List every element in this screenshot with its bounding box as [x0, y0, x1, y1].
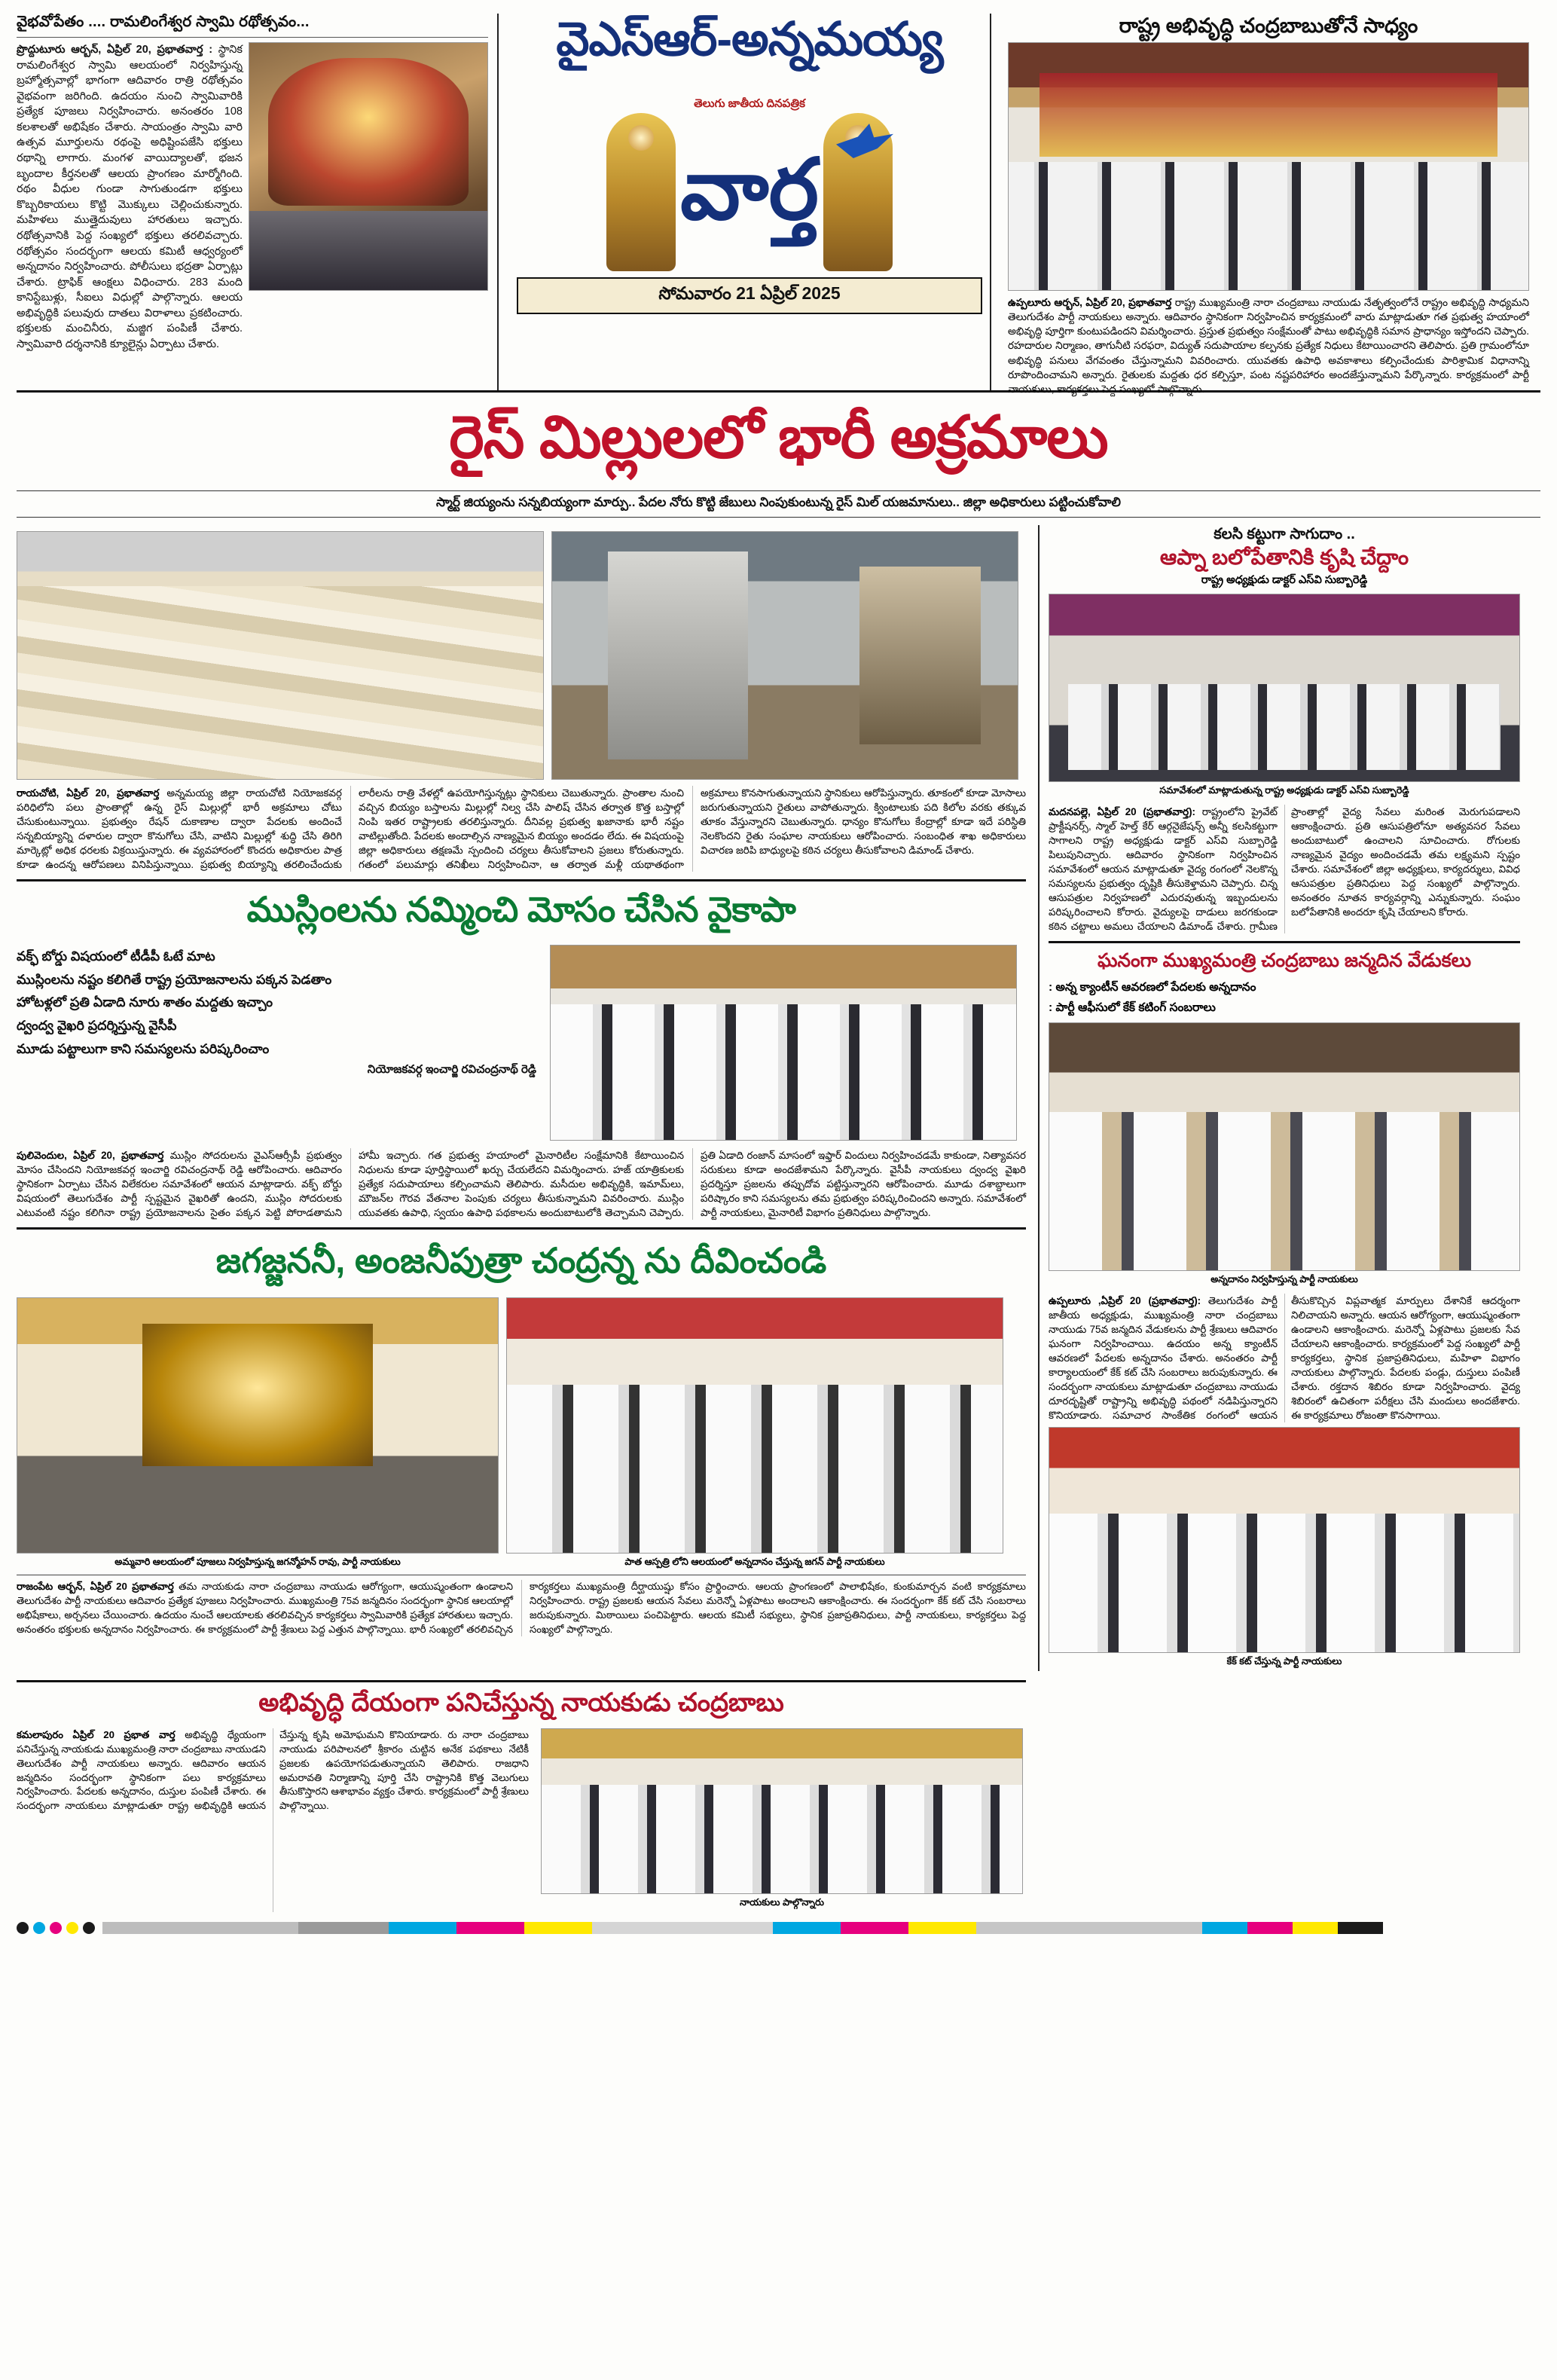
birthday-dateline: ఉప్పలూరు ,ఏప్రిల్ 20 (ప్రభాతవార్త): — [1049, 1295, 1201, 1307]
section-divider-2 — [17, 1227, 1026, 1230]
main-headline: రైస్ మిల్లులలో భారీ అక్రమాలు — [449, 404, 1108, 470]
publication-subtitle: తెలుగు జాతీయ దినపత్రిక — [694, 97, 805, 111]
krishi-body: రాష్ట్రంలోని ప్రైవేట్ ప్రాక్టీషనర్స్, స్మాల్ హెల్త్ కేర్ ఆర్గనైజేషన్స్ అన్నీ కలసికట్టుగా సాగాలని రాష్ట్ర అధ్యక్షుడు డాక్టర్ ఎస్‌వి సుబ్బారెడ్డి పిలుపునిచ్చారు. ఆదివారం స్థానికంగా నిర్వహించిన సమావేశంలో ఆయన మాట్లాడుతూ వైద్య రంగంలో నెలకొన్న సమస్యలను ప్రభుత్వం దృష్టికి తీసుకెళ్తామని చెప్పారు. చిన్న ఆసుపత్రుల నిర్వహణలో ఎదురవుతున్న ఇబ్బందులను పరిష్కరించాలని కోరారు. వైద్యులపై దాడులు జరగకుండా కఠిన చట్టాలు అమలు చేయాలని డిమాండ్ చేశారు. గ్రామీణ ప్రాంతాల్లో వైద్య సేవలు మరింత మెరుగుపడాలని ఆకాంక్షించారు. ప్రతి ఆసుపత్రిలోనూ అత్యవసర సేవలు అందుబాటులో ఉంచాలని సూచించారు. రోగులకు నాణ్యమైన వైద్యం అందించడమే తమ లక్ష్యమని స్పష్టం చేశారు. సమావేశంలో జిల్లా అధ్యక్షులు, కార్యదర్శులు, వివిధ ఆసుపత్రుల ప్రతినిధులు పెద్ద సంఖ్యలో పాల్గొన్నారు. అనంతరం నూతన కార్యవర్గాన్ని ఎన్నుకున్నారు. సంఘం బలోపేతానికి అందరూ కృషి చేయాలని కోరారు. — [1049, 805, 1520, 932]
crowd-row — [1009, 162, 1528, 291]
press-color-bar — [17, 1921, 1540, 1935]
top-left-kicker: వైభవోపేతం .... రామలింగేశ్వర స్వామి రథోత్సవం... — [17, 14, 488, 38]
birthday-bullet-1: : అన్న క్యాంటీన్ ఆవరణలో పేదలకు అన్నదానం — [1049, 981, 1256, 994]
left-main-column — [17, 525, 1026, 1671]
rice-mill-machinery-photo — [551, 531, 1018, 780]
birthday-headline: ఘనంగా ముఖ్యమంత్రి చంద్రబాబు జన్మదిన వేడుకలు — [1097, 949, 1472, 971]
edition-date: సోమవారం 21 ఏప్రిల్ 2025 — [517, 277, 982, 314]
bottom-story-body-1: అభివృద్ధి ధ్యేయంగా పనిచేస్తున్న నాయకుడు ముఖ్యమంత్రి నారా చంద్రబాబు నాయుడని తెలుగుదేశం పార్టీ నాయకులు అన్నారు. ఆదివారం ఆయన జన్మదినం సందర్భంగా స్థానికంగా పలు కార్యక్రమాలు నిర్వహించారు. పేదలకు అన్నదానం, దుస్తుల పంపిణీ చేశారు. ఈ సందర్భంగా నాయకులు మాట్లాడుతూ రాష్ట్ర అభివృద్ధికి ఆయన చేస్తున్న కృషి అమోఘమని కొనియాడారు. — [17, 1729, 442, 1811]
masthead — [17, 14, 1540, 395]
temple-story-body-left: తమ నాయకుడు నారా చంద్రబాబు నాయుడు ఆరోగ్యంగా, ఆయుష్మంతంగా ఉండాలని తెలుగుదేశం పార్టీ నాయకులు ఆదివారం ప్రత్యేక పూజలు నిర్వహించారు. ముఖ్యమంత్రి 75వ జన్మదినం సందర్భంగా స్థానిక ఆలయాల్లో అభిషేకాలు, అర్చనలు చేయించారు. ఉదయం నుంచే ఆలయాలకు తరలివచ్చిన కార్యకర్తలు స్వామివారికి ప్రత్యేక హారతులు ఇచ్చారు. అనంతరం భక్తులకు అన్నదానం నిర్వహించారు. ఈ కార్యక్రమంలో పార్టీ శ్రేణులు పెద్ద ఎత్తున పాల్గొన్నాయి. — [17, 1581, 513, 1635]
muslim-story-bullets — [17, 945, 536, 1141]
annadanam-photo — [506, 1297, 1003, 1554]
krishi-kicker: కలసి కట్టుగా సాగుదాం .. — [1214, 526, 1355, 542]
bottom-story-headline: అభివృద్ధి దేయంగా పనిచేస్తున్న నాయకుడు చంద్రబాబు — [258, 1688, 784, 1718]
birthday-bullet-2: : పార్టీ ఆఫీసులో కేక్ కటింగ్ సంబరాలు — [1049, 1001, 1216, 1014]
bottom-story-dateline: కమలాపురం ఏప్రిల్ 20 ప్రభాత వార్త — [17, 1729, 176, 1741]
muslim-story-headline: ముస్లింలను నమ్మించి మోసం చేసిన వైకాపా — [246, 890, 796, 930]
medical-association-dais-photo — [1049, 594, 1520, 782]
bullet-2: ముస్లింలను నష్టం కలిగితే రాష్ట్ర ప్రయోజనాలను పక్కన పెడతాం — [17, 971, 332, 987]
temple-story-body-right: భారీ సంఖ్యలో తరలివచ్చిన కార్యకర్తలు ముఖ్యమంత్రి దీర్ఘాయుష్షు కోసం ప్రార్థించారు. ఆలయ ప్రాంగణంలో పాలాభిషేకం, కుంకుమార్చన వంటి కార్యక్రమాలు నిర్వహించారు. రాష్ట్ర ప్రజలకు ఆయన సేవలు మరెన్నో ఏళ్లపాటు అందాలని ఆకాంక్షించారు. ఈ సందర్భంగా కేక్ కట్ చేసి సంబరాలు జరుపుకున్నారు. మిఠాయిలు పంచిపెట్టారు. ఆలయ కమిటీ సభ్యులు, స్థానిక ప్రజాప్రతినిధులు, పార్టీ నాయకులు, కార్యకర్తలు పెద్ద సంఖ్యలో పాల్గొన్నారు. — [409, 1581, 1026, 1635]
krishi-dateline: మదనపల్లె, ఏప్రిల్ 20 (ప్రభాతవార్త): — [1049, 805, 1195, 817]
temple-photo-caption: అమ్మవారి ఆలయంలో పూజలు నిర్వహిస్తున్న జగన్మోహన్ రావు, పార్టీ నాయకులు — [114, 1557, 401, 1568]
muslim-story-dateline: పులివెందుల, ఏప్రిల్ 20, ప్రభాతవార్త — [17, 1150, 164, 1162]
bottom-divider — [17, 1680, 1026, 1682]
bottom-strip — [17, 1680, 1540, 1912]
stage-backdrop — [1040, 73, 1497, 157]
top-left-dateline: ప్రొద్దుటూరు ఆర్బన్, ఏప్రిల్ 20, ప్రభాతవార్త : — [17, 44, 213, 56]
chariot-festival-photo — [249, 42, 488, 291]
right-rail — [1038, 525, 1520, 1671]
krishi-headline: ఆప్నా బలోపేతానికి కృషి చేద్దాం — [1159, 545, 1409, 570]
main-dateline: రాయచోటి, ఏప్రిల్ 20, ప్రభాతవార్త — [17, 787, 160, 799]
bullet-attribution: నియోజకవర్గ ఇంచార్జి రవిచంద్రనాథ్ రెడ్డి — [367, 1063, 536, 1077]
press-meet-photo — [550, 945, 1017, 1141]
top-left-body: స్థానిక రామలింగేశ్వర స్వామి ఆలయంలో నిర్వహిస్తున్న బ్రహ్మోత్సవాల్లో భాగంగా ఆదివారం రాత్రి రథోత్సవం వైభవంగా జరిగింది. ఉదయం నుంచి స్వామివారికి ప్రత్యేక పూజలు నిర్వహించారు. అనంతరం 108 కలశాలతో అభిషేకం చేశారు. సాయంత్రం స్వామి వారి ఉత్సవ మూర్తులను రథంపై అధిష్టింపజేసి భక్తులు రథాన్ని లాగారు. మంగళ వాయిద్యాలతో, భజన బృందాల కీర్తనలతో ఆలయ ప్రాంగణం మార్మోగింది. రథం వీధుల గుండా సాగుతుండగా భక్తులు కొబ్బరికాయలు కొట్టి మొక్కులు చెల్లించుకున్నారు. మహిళలు ముత్తైదువులు హారతులు ఇచ్చారు. రథోత్సవానికి పెద్ద సంఖ్యలో భక్తులు తరలివచ్చారు. రథోత్సవం సందర్భంగా ఆలయ కమిటీ ఆధ్వర్యంలో అన్నదానం నిర్వహించారు. పోలీసులు భద్రతా ఏర్పాట్లు చేశారు. ట్రాఫిక్ ఆంక్షలు విధించారు. 283 మంది కానిస్టేబుళ్లు, సీఐలు విధుల్లో పాల్గొన్నారు. ఆలయ అభివృద్ధికి పలువురు దాతలు విరాళాలు ప్రకటించారు. భక్తులకు మంచినీరు, మజ్జిగ పంపిణీ చేశారు. స్వామివారి దర్శనానికి క్యూలైన్లు ఏర్పాటు చేశారు. — [17, 44, 243, 350]
food-serving-photo — [1049, 1022, 1520, 1271]
section-divider-1 — [17, 879, 1026, 881]
publication-wordmark: వార్త — [680, 142, 819, 237]
birthday-body: తెలుగుదేశం పార్టీ జాతీయ అధ్యక్షుడు, ముఖ్యమంత్రి నారా చంద్రబాబు నాయుడు 75వ జన్మదిన వేడుకలను పార్టీ శ్రేణులు ఆదివారం ఘనంగా నిర్వహించాయి. ఉదయం అన్న క్యాంటీన్ ఆవరణలో పేదలకు అన్నదానం చేశారు. అనంతరం పార్టీ కార్యాలయంలో కేక్ కట్ చేసి సంబరాలు జరుపుకున్నారు. ఈ సందర్భంగా నాయకులు మాట్లాడుతూ చంద్రబాబు నాయుడు దూరదృష్టితో రాష్ట్రాన్ని అభివృద్ధి పథంలో నడిపిస్తున్నారని కొనియాడారు. సమాచార సాంకేతిక రంగంలో ఆయన తీసుకొచ్చిన విప్లవాత్మక మార్పులు దేశానికే ఆదర్శంగా నిలిచాయని అన్నారు. ఆయన ఆరోగ్యంగా, ఆయుష్మంతంగా ఉండాలని ఆకాంక్షించారు. మరెన్నో ఏళ్లపాటు ప్రజలకు సేవ చేయాలని ఆకాంక్షించారు. కార్యక్రమంలో పెద్ద సంఖ్యలో పార్టీ కార్యకర్తలు, స్థానిక ప్రజాప్రతినిధులు, మహిళా విభాగం నాయకులు పాల్గొన్నారు. పేదలకు పండ్లు, దుస్తులు పంపిణీ చేశారు. రక్తదాన శిబిరం కూడా నిర్వహించారు. వైద్య శిబిరంలో ఉచితంగా పరీక్షలు చేసి మందులు అందజేశారు. ఈ కార్యక్రమాలు రోజంతా కొనసాగాయి. — [1049, 1295, 1520, 1422]
cake-photo-caption: కేక్ కట్ చేస్తున్న పార్టీ నాయకులు — [1226, 1656, 1342, 1667]
cake-cutting-photo — [1049, 1427, 1520, 1653]
deity-illustration-left — [606, 113, 676, 271]
masthead-left-story — [17, 14, 499, 390]
body-columns — [17, 525, 1540, 1671]
bottom-left-story — [17, 1680, 1026, 1912]
main-body: అన్నమయ్య జిల్లా రాయచోటి నియోజకవర్గ పరిధిలోని పలు ప్రాంతాల్లో ఉన్న రైస్ మిల్లుల్లో భారీ అక్రమాలు చోటు చేసుకుంటున్నాయి. ప్రభుత్వం రేషన్ దుకాణాల ద్వారా పేదలకు అందించే సన్నబియ్యాన్ని దళారుల ద్వారా కొనుగోలు చేసి, వాటిని మిల్లుల్లో శుద్ధి చేసి తిరిగి మార్కెట్లో అధిక ధరలకు విక్రయిస్తున్నారు. ఈ వ్యవహారంలో కొందరు అధికారుల పాత్ర కూడా ఉందన్న ఆరోపణలు వినిపిస్తున్నాయి. ప్రభుత్వ బియ్యాన్ని తరలించేందుకు లారీలను రాత్రి వేళల్లో ఉపయోగిస్తున్నట్లు స్థానికులు చెబుతున్నారు. ప్రాంతాల నుంచి వచ్చిన బియ్యం బస్తాలను మిల్లుల్లో నిల్వ చేసి పాలిష్ చేసిన తర్వాత కొత్త బస్తాల్లో నింపి ఇతర రాష్ట్రాలకు తరలిస్తున్నారు. దీనివల్ల ప్రభుత్వ ఖజానాకు భారీ నష్టం వాటిల్లుతోంది. పేదలకు అందాల్సిన నాణ్యమైన బియ్యం అందడం లేదు. ఈ విషయంపై జిల్లా అధికారులు తక్షణమే స్పందించి చర్యలు తీసుకోవాలని ప్రజలు కోరుతున్నారు. గతంలో పలుమార్లు తనిఖీలు నిర్వహించినా, ఆ తర్వాత మళ్లీ యథాతథంగా అక్రమాలు కొనసాగుతున్నాయని స్థానికులు ఆరోపిస్తున్నారు. తూకంలో కూడా మోసాలు జరుగుతున్నాయని రైతులు వాపోతున్నారు. క్వింటాలుకు పది కిలోల వరకు తక్కువ తూకం వేస్తున్నారని చెబుతున్నారు. ధాన్యం కొనుగోలు కేంద్రాల్లో కూడా ఇదే పరిస్థితి నెలకొందని రైతు సంఘాల నాయకులు ఆరోపించారు. సంబంధిత శాఖ అధికారులు విచారణ జరిపి బాధ్యులపై కఠిన చర్యలు తీసుకోవాలని డిమాండ్ చేశారు. — [17, 787, 1026, 871]
top-right-body: రాష్ట్ర ముఖ్యమంత్రి నారా చంద్రబాబు నాయుడు నేతృత్వంలోనే రాష్ట్రం అభివృద్ధి సాధ్యమని తెలుగుదేశం పార్టీ నాయకులు అన్నారు. ఆదివారం స్థానికంగా నిర్వహించిన కార్యక్రమంలో వారు మాట్లాడుతూ గత ప్రభుత్వ హయాంలో అభివృద్ధి పూర్తిగా కుంటుపడిందని విమర్శించారు. ప్రస్తుత ప్రభుత్వం సంక్షేమంతో పాటు అభివృద్ధికి సమాన ప్రాధాన్యం ఇస్తోందని చెప్పారు. రహదారుల నిర్మాణం, తాగునీటి సరఫరా, విద్యుత్ సదుపాయాల కల్పనకు ప్రత్యేక నిధులు కేటాయించారని తెలిపారు. ప్రతి గ్రామంలోనూ అభివృద్ధి పనులు వేగవంతం చేస్తున్నామని వివరించారు. యువతకు ఉపాధి అవకాశాలు కల్పించేందుకు పారిశ్రామిక విధానాన్ని రూపొందించామని అన్నారు. రైతులకు మద్దతు ధర కల్పిస్తూ, పంట నష్టపరిహారం అందజేస్తున్నామని పేర్కొన్నారు. కార్యక్రమంలో పార్టీ నాయకులు, కార్యకర్తలు పెద్ద సంఖ్యలో పాల్గొన్నారు. — [1008, 297, 1529, 395]
muslim-story-body: ముస్లిం సోదరులను వైఎస్ఆర్సీపీ ప్రభుత్వం మోసం చేసిందని నియోజకవర్గ ఇంచార్జి రవిచంద్రనాథ్ రెడ్డి ఆరోపించారు. ఆదివారం స్థానికంగా ఏర్పాటు చేసిన విలేకరుల సమావేశంలో ఆయన మాట్లాడారు. వక్ఫ్ బోర్డు విషయంలో తెలుగుదేశం పార్టీ స్పష్టమైన వైఖరితో ఉందని, ముస్లిం సోదరులకు ఎటువంటి నష్టం కలిగినా రాష్ట్ర ప్రయోజనాలను సైతం పక్కన పెట్టి పోరాడతామని హామీ ఇచ్చారు. గత ప్రభుత్వ హయాంలో మైనారిటీల సంక్షేమానికి కేటాయించిన నిధులను కూడా పూర్తిస్థాయిలో ఖర్చు చేయలేదని విమర్శించారు. హజ్ యాత్రికులకు ప్రత్యేక సదుపాయాలు కల్పించామని తెలిపారు. మసీదుల అభివృద్ధికి, ఇమామ్‌లు, మౌజన్‌ల గౌరవ వేతనాల పెంపుకు చర్యలు తీసుకున్నామని వివరించారు. ముస్లిం యువతకు ఉపాధి, స్వయం ఉపాధి పథకాలను అందుబాటులోకి తెచ్చామని చెప్పారు. ప్రతి ఏడాది రంజాన్ మాసంలో ఇఫ్తార్ విందులు నిర్వహించడమే కాకుండా, నిత్యావసర సరుకులు కూడా అందజేశామని పేర్కొన్నారు. వైసీపీ నాయకులు ద్వంద్వ వైఖరి ప్రదర్శిస్తూ ప్రజలను తప్పుదోవ పట్టిస్తున్నారని ఆరోపించారు. మూడు దశాబ్దాలుగా పరిష్కారం కాని సమస్యలను తమ ప్రభుత్వం పరిష్కరించిందని అన్నారు. సమావేశంలో పార్టీ నాయకులు, మైనారిటీ విభాగం ప్రతినిధులు పాల్గొన్నారు. — [17, 1150, 1026, 1219]
bullet-3: హోటళ్లలో ప్రతి ఏడాది నూరు శాతం మద్దతు ఇచ్చాం — [17, 994, 273, 1010]
right-rail-divider — [1049, 941, 1520, 943]
bottom-photo-caption: నాయకులు పాల్గొన్నారు — [740, 1897, 824, 1908]
masthead-nameplate — [509, 14, 991, 390]
bullet-5: మూడు పట్టాలుగా కాని సమస్యలను పరిష్కరించాం — [17, 1040, 270, 1056]
inauguration-photo — [1008, 42, 1529, 291]
temple-story-headline: జగజ్జననీ, అంజనీపుత్రా చంద్రన్న ను దీవించండి — [215, 1241, 827, 1281]
bottom-group-photo — [541, 1728, 1023, 1894]
bullet-4: ద్వంద్వ వైఖరి ప్రదర్శిస్తున్న వైసీపీ — [17, 1018, 177, 1034]
birthday-photo-caption: అన్నదానం నిర్వహిస్తున్న పార్టీ నాయకులు — [1210, 1274, 1358, 1285]
top-right-headline: రాష్ట్ర అభివృద్ధి చంద్రబాబుతోనే సాధ్యం — [1119, 14, 1418, 37]
krishi-photo-caption: సమావేశంలో మాట్లాడుతున్న రాష్ట్ర అధ్యక్షుడు డాక్టర్ ఎస్‌వి సుబ్బారెడ్డి — [1159, 784, 1409, 796]
main-subhead: స్మార్ట్ జియ్యంను సన్నబియ్యంగా మార్పు.. పేదల నోరు కొట్టి జేబులు నింపుకుంటున్న రైస్ మిల్ యజమానులు.. జిల్లా అధికారులు పట్టించుకోవాలి — [17, 490, 1540, 518]
bullet-1: వక్ఫ్ బోర్డు విషయంలో టీడీపీ ఓటే మాట — [17, 949, 215, 964]
krishi-subhead: రాష్ట్ర అధ్యక్షుడు డాక్టర్ ఎస్‌వి సుబ్బారెడ్డి — [1201, 573, 1368, 586]
publication-title: వైఎస్ఆర్-అన్నమయ్య — [556, 14, 943, 66]
rice-sacks-photo — [17, 531, 544, 780]
annadanam-photo-caption: పాత ఆస్పత్రి లోని ఆలయంలో అన్నదానం చేస్తున్న జగన్ పార్టీ నాయకులు — [624, 1557, 885, 1568]
bottom-story-body-2: రు నారా చంద్రబాబు నాయుడు పరిపాలనలో శ్రీకారం చుట్టిన అనేక పథకాలు నేటికీ ప్రజలకు ఉపయోగపడుతున్నాయని తెలిపారు. రాజధాని అమరావతి నిర్మాణాన్ని పూర్తి చేసి రాష్ట్రానికి కొత్త వెలుగులు తీసుకొస్తారని ఆశాభావం వ్యక్తం చేశారు. కార్యక్రమంలో పార్టీ శ్రేణులు పాల్గొన్నాయి. — [279, 1729, 529, 1811]
temple-puja-photo — [17, 1297, 499, 1554]
top-right-dateline: ఉప్పలూరు ఆర్బన్, ఏప్రిల్ 20, ప్రభాతవార్త — [1008, 297, 1172, 309]
masthead-right-story — [1002, 14, 1529, 395]
registration-dots — [17, 1922, 95, 1934]
temple-story-dateline: రాజంపేట ఆర్బన్, ఏప్రిల్ 20 ప్రభాతవార్త — [17, 1581, 174, 1593]
